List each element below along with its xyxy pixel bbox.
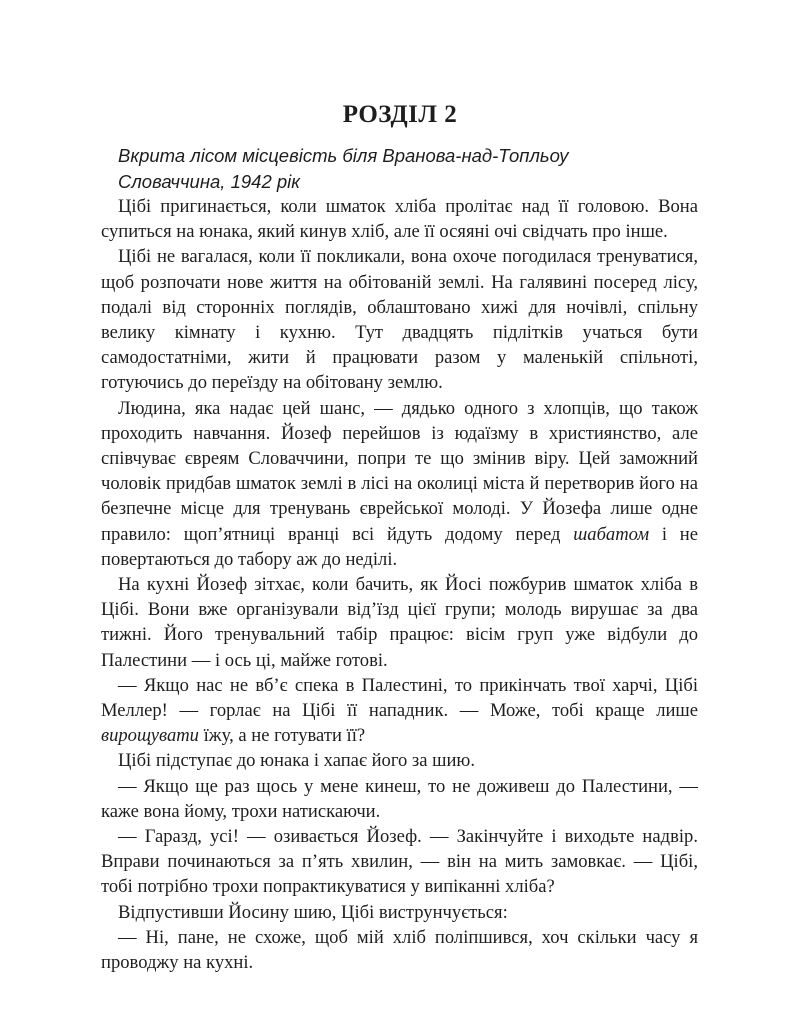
paragraph-2: Цібі не вагалася, коли її покликали, вона охоче погодилася тренуватися, щоб розпочати нове життя на обітованій землі. На галявині посеред лісу, подалі від сторонніх поглядів, облаштовано хижі для ночівлі, спільну велику кімнату і кухню. Тут двадцять підлітків учаться бути самодостатніми, жити й працювати разом у маленькій спільноті, готуючись до переїзду на обітовану землю. <box>101 246 698 394</box>
paragraph-5-italic-word: вирощувати <box>101 725 199 747</box>
epigraph-date-line: Словаччина, 1942 рік <box>118 171 301 192</box>
chapter-title: РОЗДІЛ 2 <box>342 101 458 128</box>
paragraph-6: Цібі підступає до юнака і хапає його за шию. <box>118 750 475 772</box>
paragraph-1: Цібі пригинається, коли шматок хліба пролітає над її головою. Вона супиться на юнака, який кинув хліб, але її осяяні очі свідчать про інше. <box>101 196 698 243</box>
paragraph-3-italic-word: шабатом <box>573 523 650 545</box>
paragraph-10: — Ні, пане, не схоже, щоб мій хліб поліпшився, хоч скільки часу я проводжу на кухні. <box>101 926 698 974</box>
epigraph <box>118 143 718 195</box>
paragraph-3-text-start: Людина, яка надає цей шанс, — дядько одного з хлопців, що також проходить навчання. Йозеф перейшов із юдаїзму в християнство, але співчуває євреям Словаччини, попри те що змінив віру. Цей заможний чоловік придбав шматок землі в лісі на околиці міста й перетворив його на безпечне місце для тренувань єврейської молоді. У Йозефа лише одне правило: щоп’ятниці вранці всі йдуть додому перед <box>101 397 698 545</box>
paragraph-3-text-end: і не повертаються до табору аж до неділі. <box>101 523 699 570</box>
paragraph-8: — Гаразд, усі! — озивається Йозеф. — Закінчуйте і виходьте надвір. Вправи починаються за п’ять хвилин, — він на мить замовкає. — Цібі, тобі потрібно трохи попрактикуватися у випіканні хліба? <box>101 826 698 898</box>
paragraph-5-text-start: — Якщо нас не вб’є спека в Палестині, то прикінчать твої харчі, Цібі Меллер! — горлає на Цібі її нападник. — Може, тобі краще лише <box>101 674 698 722</box>
paragraph-4: На кухні Йозеф зітхає, коли бачить, як Йосі пожбурив шматок хліба в Цібі. Вони вже організували від’їзд цієї групи; молодь вирушає за два тижні. Його тренувальний табір працює: вісім груп уже відбули до Палестини — і ось ці, майже готові. <box>101 574 698 671</box>
paragraph-9: Відпустивши Йосину шию, Цібі виструнчується: <box>118 901 508 923</box>
paragraph-5-text-end: їжу, а не готувати її? <box>198 725 366 747</box>
paragraph-7: — Якщо ще раз щось у мене кинеш, то не доживеш до Палестини, — каже вона йому, трохи натискаючи. <box>101 775 698 822</box>
paragraph-5 <box>101 673 698 749</box>
paragraph-3 <box>101 396 698 572</box>
epigraph-location-line: Вкрита лісом місцевість біля Вранова-над-Топльоу <box>118 145 569 166</box>
chapter-body <box>101 194 698 975</box>
